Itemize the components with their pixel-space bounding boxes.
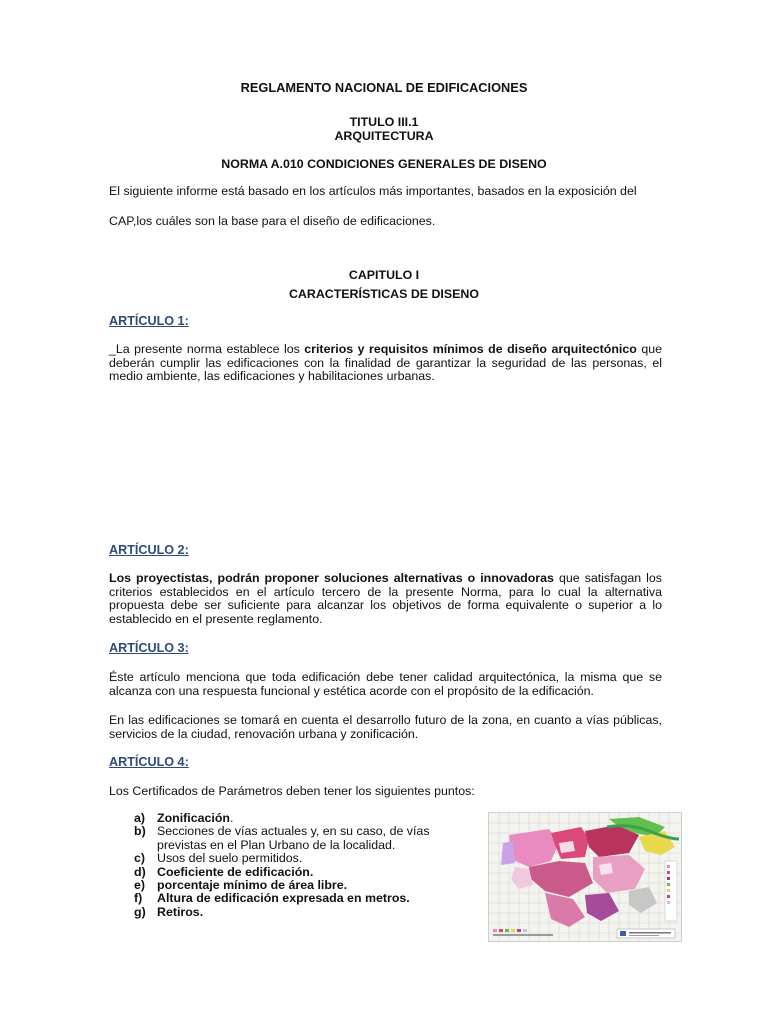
articulo-1-heading: ARTÍCULO 1: [109, 314, 189, 328]
list-marker: b) [134, 824, 146, 839]
zoning-map-graphic [489, 813, 681, 941]
list-item-text: porcentaje mínimo de área libre. [157, 878, 348, 893]
list-item-text [157, 812, 444, 825]
list-item [134, 892, 444, 905]
articulo-1-rest: que deberán cumplir las edificaciones con la finalidad de garantizar la seguridad de las personas, el medio ambiente, las edificaciones y habilitaciones urbanas. [109, 342, 662, 384]
articulo-2-rest: que satisfagan los criterios establecidos en el artículo tercero de la presente Norma, para lo cual la alternativa propuesta debe ser suficiente para alcanzar los objetivos de forma equivalente o superior a lo establecido en el presente reglamento. [109, 571, 662, 626]
articulo-3-para-1: Éste artículo menciona que toda edificación debe tener calidad arquitectónica, la misma que se alcanza con una respuesta funcional y estética acorde con el propósito de la edificación. [109, 670, 662, 698]
list-marker: g) [134, 904, 146, 919]
zoning-map-image [488, 812, 682, 942]
articulo-3-para-2: En las edificaciones se tomará en cuenta el desarrollo futuro de la zona, en cuanto a vías públicas, servicios de la ciudad, renovación urbana y zonificación. [109, 713, 662, 741]
intro-line-1: El siguiente informe está basado en los artículos más importantes, basados en la exposición del [109, 184, 637, 198]
list-marker: a) [134, 811, 146, 825]
intro-line-2: CAP,los cuáles son la base para el diseño de edificaciones. [109, 214, 436, 228]
list-item-text: Retiros. [157, 904, 204, 919]
articulo-4-heading: ARTÍCULO 4: [109, 755, 189, 769]
list-marker: c) [134, 851, 146, 866]
articulo-1-text [109, 343, 662, 384]
capitulo-title: CAPITULO I [348, 268, 420, 282]
list-item [134, 866, 444, 879]
list-item [134, 825, 444, 852]
articulo-1-bold: criterios y requisitos mínimos de diseño arquitectónico [304, 342, 637, 356]
capitulo-subtitle: CARACTERÍSTICAS DE DISENO [288, 287, 479, 301]
list-item-suffix: . [229, 811, 234, 825]
document-title: REGLAMENTO NACIONAL DE EDIFICACIONES [240, 80, 528, 95]
articulo-4-intro: Los Certificados de Parámetros deben tener los siguientes puntos: [109, 784, 475, 798]
articulo-2-bold: Los proyectistas, podrán proponer soluciones alternativas o innovadoras [109, 571, 554, 585]
list-item [134, 812, 444, 825]
norma-title: NORMA A.010 CONDICIONES GENERALES DE DISENO [221, 157, 547, 171]
articulo-2-text [109, 572, 662, 626]
list-marker: d) [134, 864, 146, 879]
list-item [134, 879, 444, 892]
list-item-text: Altura de edificación expresada en metros. [157, 891, 410, 906]
list-marker: e) [134, 878, 146, 893]
list-item-text: Secciones de vías actuales y, en su caso, de vías previstas en el Plan Urbano de la localidad. [157, 824, 430, 852]
list-item-bold: Zonificación [157, 811, 230, 825]
articulo-1-prefix: _La presente norma establece los [109, 342, 305, 356]
arquitectura-label: ARQUITECTURA [334, 129, 434, 143]
parametros-list [134, 812, 444, 919]
list-marker: f) [134, 891, 143, 906]
list-item-text: Usos del suelo permitidos. [157, 851, 303, 866]
list-item-text: Coeficiente de edificación. [157, 864, 314, 879]
list-item [134, 852, 444, 865]
titulo-label: TITULO III.1 [349, 115, 419, 129]
articulo-2-heading: ARTÍCULO 2: [109, 543, 189, 557]
list-item [134, 906, 444, 919]
articulo-3-heading: ARTÍCULO 3: [109, 641, 189, 655]
